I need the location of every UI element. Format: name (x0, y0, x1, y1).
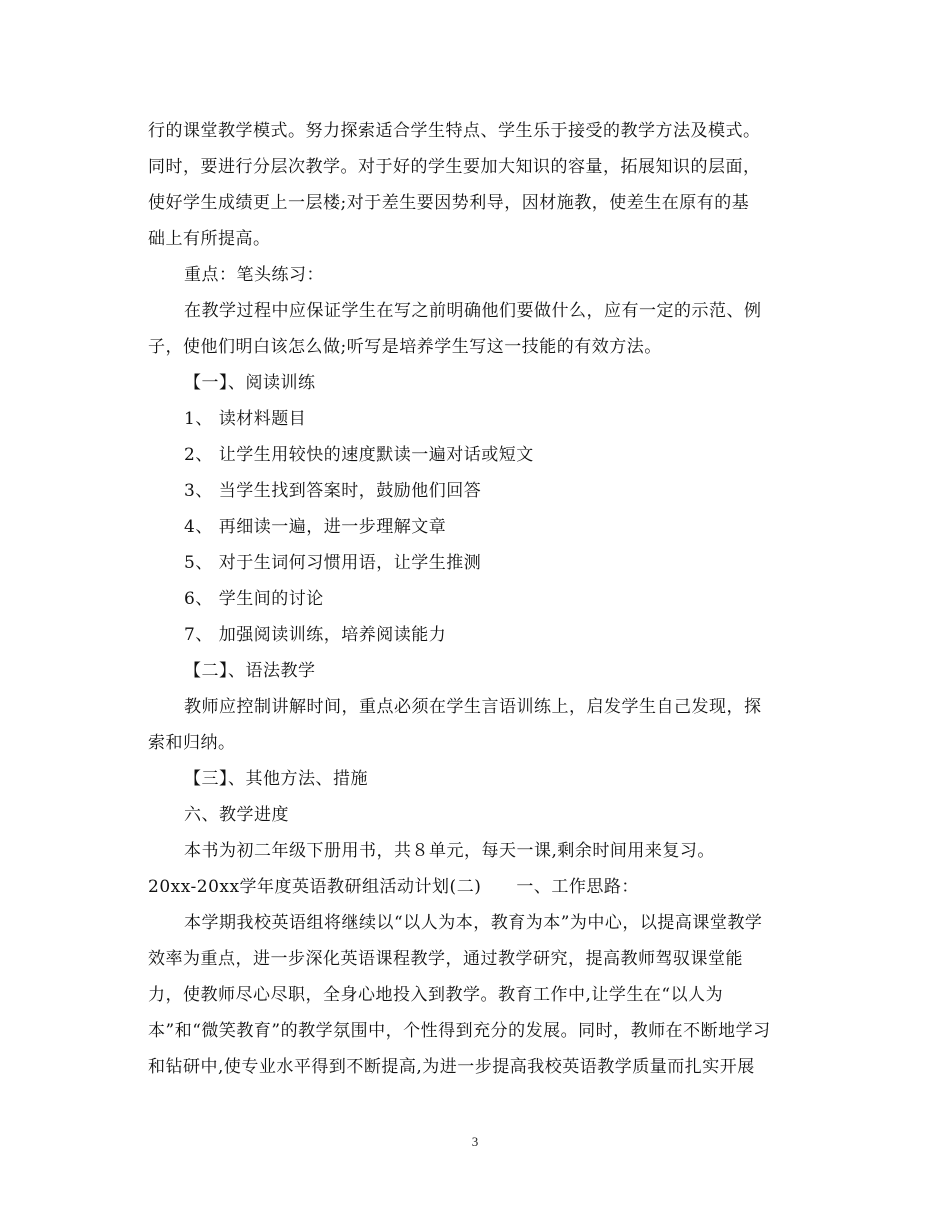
text-line: 和钻研中,使专业水平得到不断提高,为进一步提高我校英语教学质量而扎实开展 (148, 1057, 755, 1077)
text-line: 5、 对于生词何习惯用语，让学生推测 (184, 553, 482, 573)
text-line: 子，使他们明白该怎么做;听写是培养学生写这一技能的有效方法。 (148, 337, 662, 357)
text-line: 【一】、阅读训练 (184, 373, 316, 393)
text-line: 在教学过程中应保证学生在写之前明确他们要做什么，应有一定的示范、例 (184, 301, 762, 321)
text-line: 1、 读材料题目 (184, 409, 307, 429)
text-line: 力，使教师尽心尽职，全身心地投入到教学。教育工作中,让学生在“以人为 (148, 985, 724, 1005)
text-line: 7、 加强阅读训练，培养阅读能力 (184, 625, 447, 645)
text-line: 本书为初二年级下册用书，共８单元，每天一课,剩余时间用来复习。 (184, 841, 715, 861)
text-line: 3、 当学生找到答案时，鼓励他们回答 (184, 481, 482, 501)
text-line: 教师应控制讲解时间，重点必须在学生言语训练上，启发学生自己发现，探 (184, 697, 762, 717)
text-line: 六、教学进度 (184, 805, 289, 825)
text-line: 重点：笔头练习： (184, 265, 324, 285)
text-line: 6、 学生间的讨论 (184, 589, 324, 609)
text-line: 效率为重点，进一步深化英语课程教学，通过教学研究，提高教师驾驭课堂能 (148, 949, 743, 969)
text-line: 同时，要进行分层次教学。对于好的学生要加大知识的容量，拓展知识的层面， (148, 157, 761, 177)
page-number: 3 (471, 1134, 479, 1149)
text-line: 【二】、语法教学 (184, 661, 316, 681)
text-line: 20xx-20xx学年度英语教研组活动计划(二) 一、工作思路： (148, 877, 639, 897)
text-line: 础上有所提高。 (148, 229, 271, 249)
text-line: 2、 让学生用较快的速度默读一遍对话或短文 (184, 445, 534, 465)
text-line: 【三】、其他方法、措施 (184, 769, 368, 789)
document-body (148, 113, 808, 1085)
text-line: 索和归纳。 (148, 733, 236, 753)
text-line: 行的课堂教学模式。努力探索适合学生特点、学生乐于接受的教学方法及模式。 (148, 121, 761, 141)
text-line: 本”和“微笑教育”的教学氛围中，个性得到充分的发展。同时，教师在不断地学习 (148, 1021, 771, 1041)
text-line: 本学期我校英语组将继续以“以人为本，教育为本”为中心，以提高课堂教学 (184, 913, 763, 933)
text-line: 4、 再细读一遍，进一步理解文章 (184, 517, 447, 537)
text-line: 使好学生成绩更上一层楼;对于差生要因势利导，因材施教，使差生在原有的基 (148, 193, 750, 213)
